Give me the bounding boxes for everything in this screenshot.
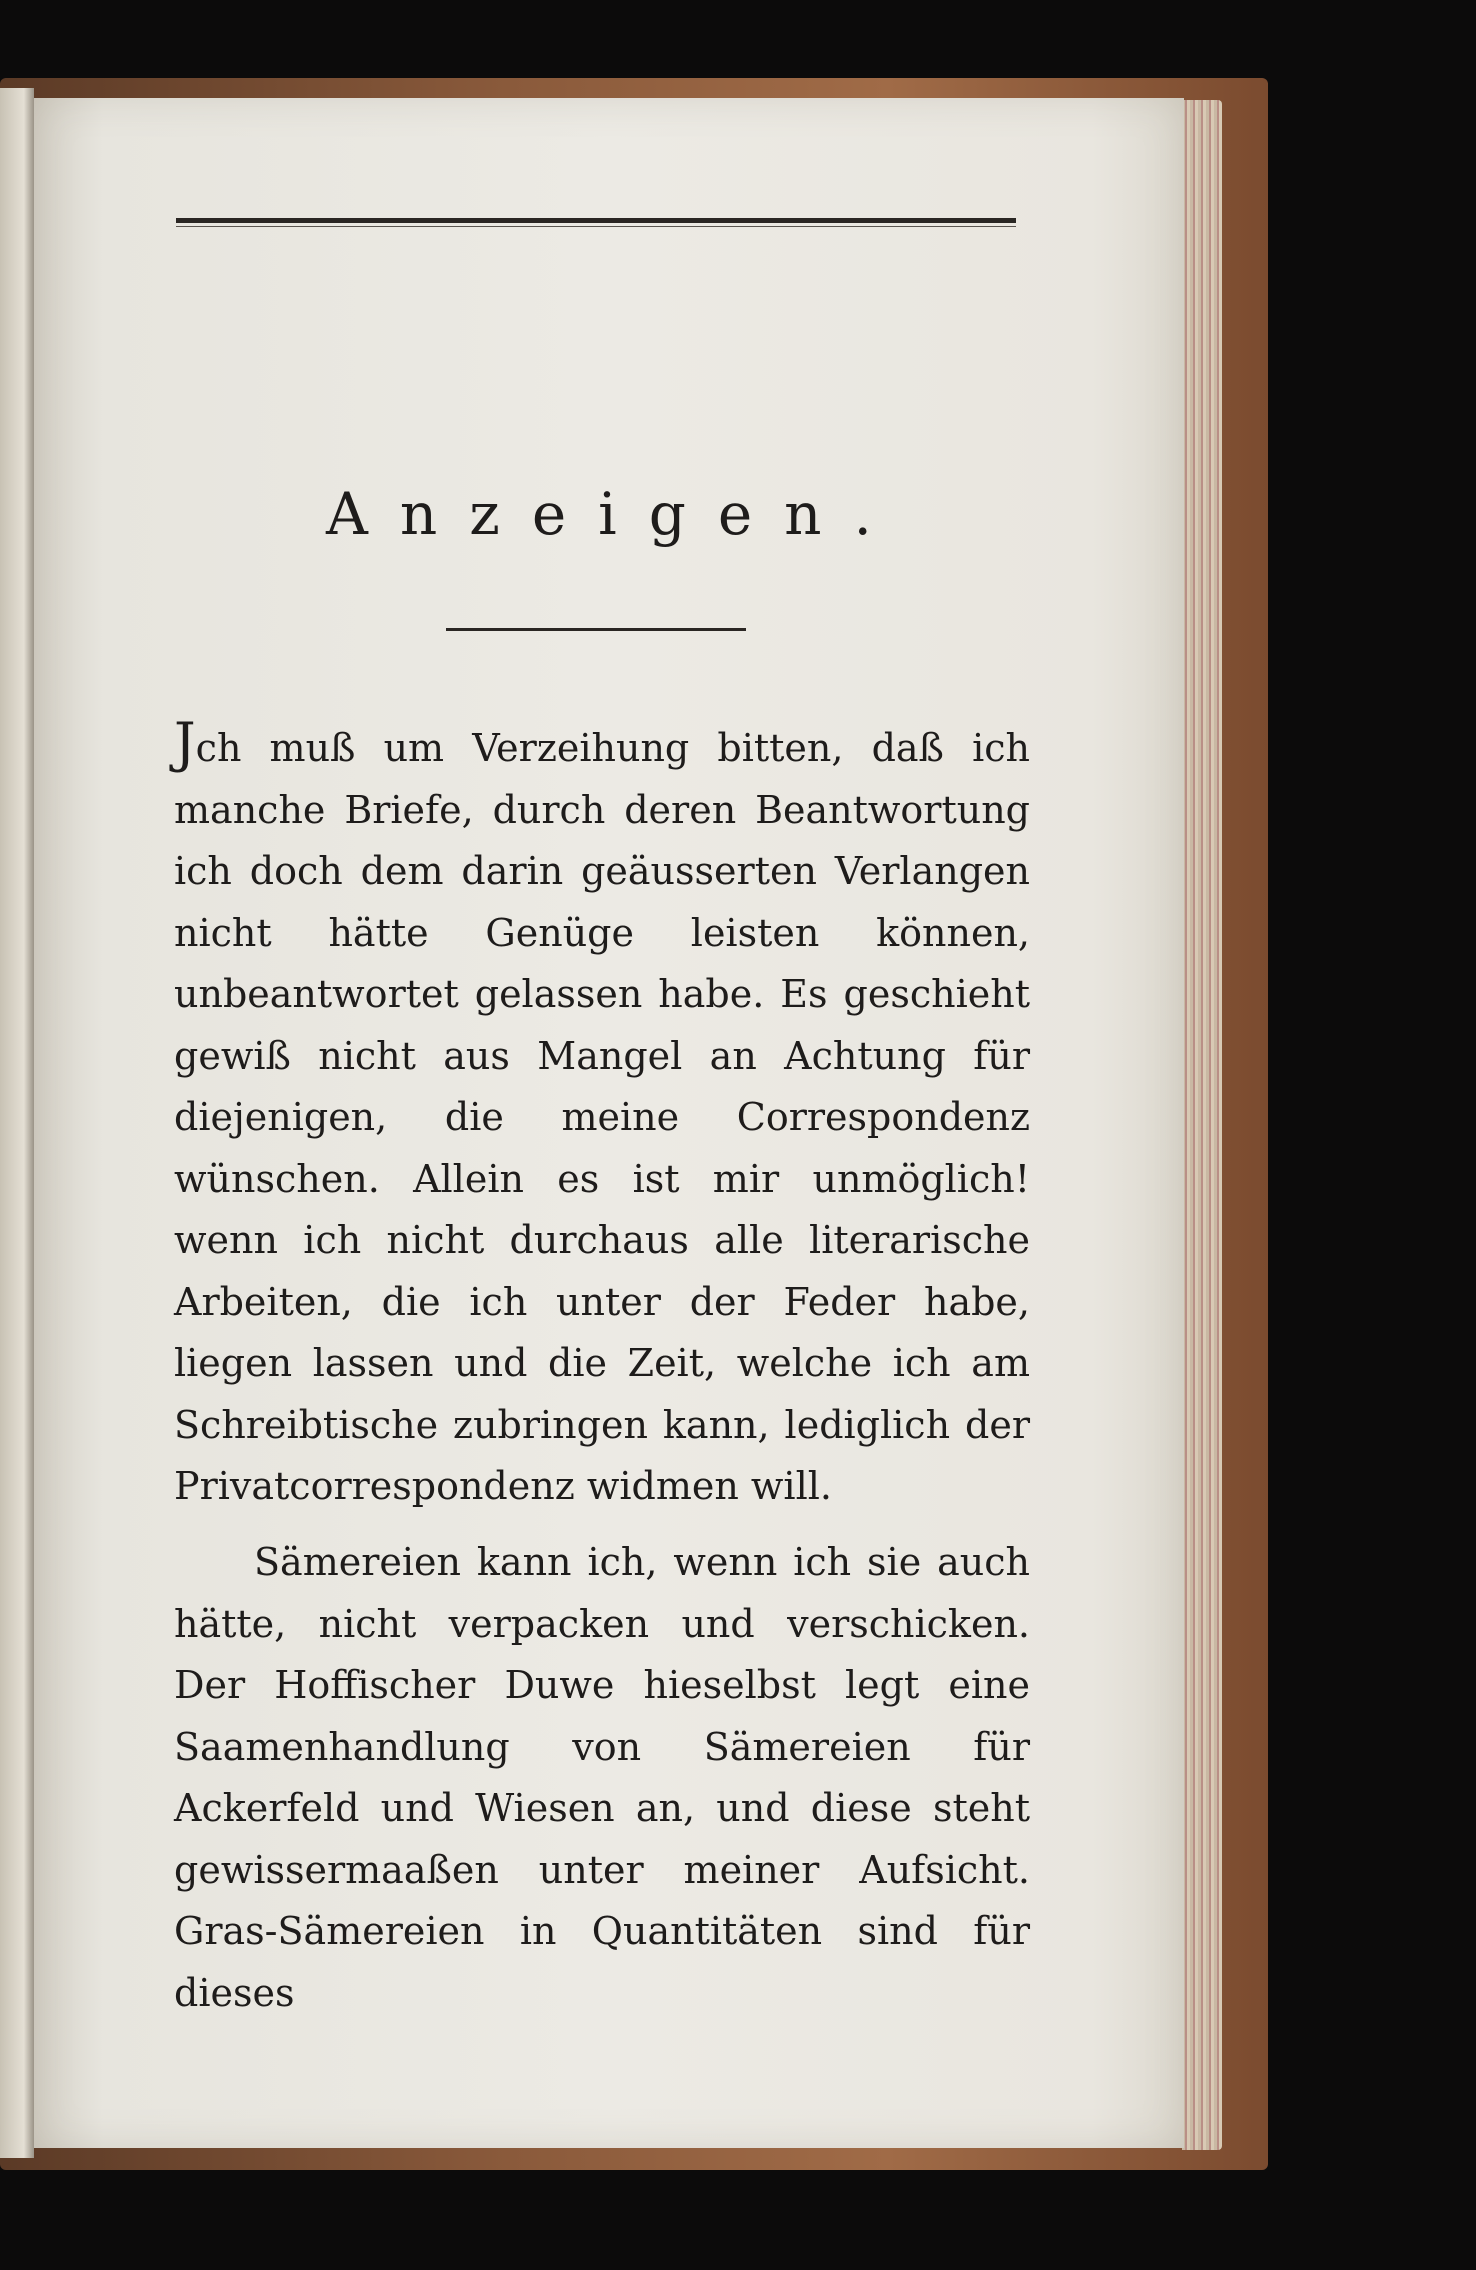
paragraph-1-text: ch muß um Verzeihung bitten, daß ich manche Briefe, durch deren Beantwortung ich doch dem darin geäusserten Verlangen nicht hätte Genüge leisten können, unbeantwortet gelassen habe. Es geschieht gewiß nicht aus Mangel an Achtung für diejenigen, die meine Correspondenz wünschen. Allein es ist mir unmöglich! wenn ich nicht durchaus alle literarische Arbeiten, die ich unter der Feder habe, liegen lassen und die Zeit, welche ich am Schreibtische zubringen kann, lediglich der Privatcorrespondenz widmen will. [174,726,1030,1508]
top-rule-thin [176,226,1016,227]
top-rule [176,218,1016,223]
paragraph-1 [174,712,1030,1518]
page-edges [1182,100,1222,2150]
previous-page-edge [0,88,34,2158]
paragraph-2: Sämereien kann ich, wenn ich sie auch hätte, nicht verpacken und verschicken. Der Hoffischer Duwe hieselbst legt eine Saamenhandlung von Sämereien für Ackerfeld und Wiesen an, und diese steht gewissermaaßen unter meiner Aufsicht. Gras-Sämereien in Quantitäten sind für dieses [174,1540,1030,2015]
drop-cap: J [174,711,196,774]
heading-rule [446,628,746,631]
page-heading: Anzeigen. [326,480,904,548]
